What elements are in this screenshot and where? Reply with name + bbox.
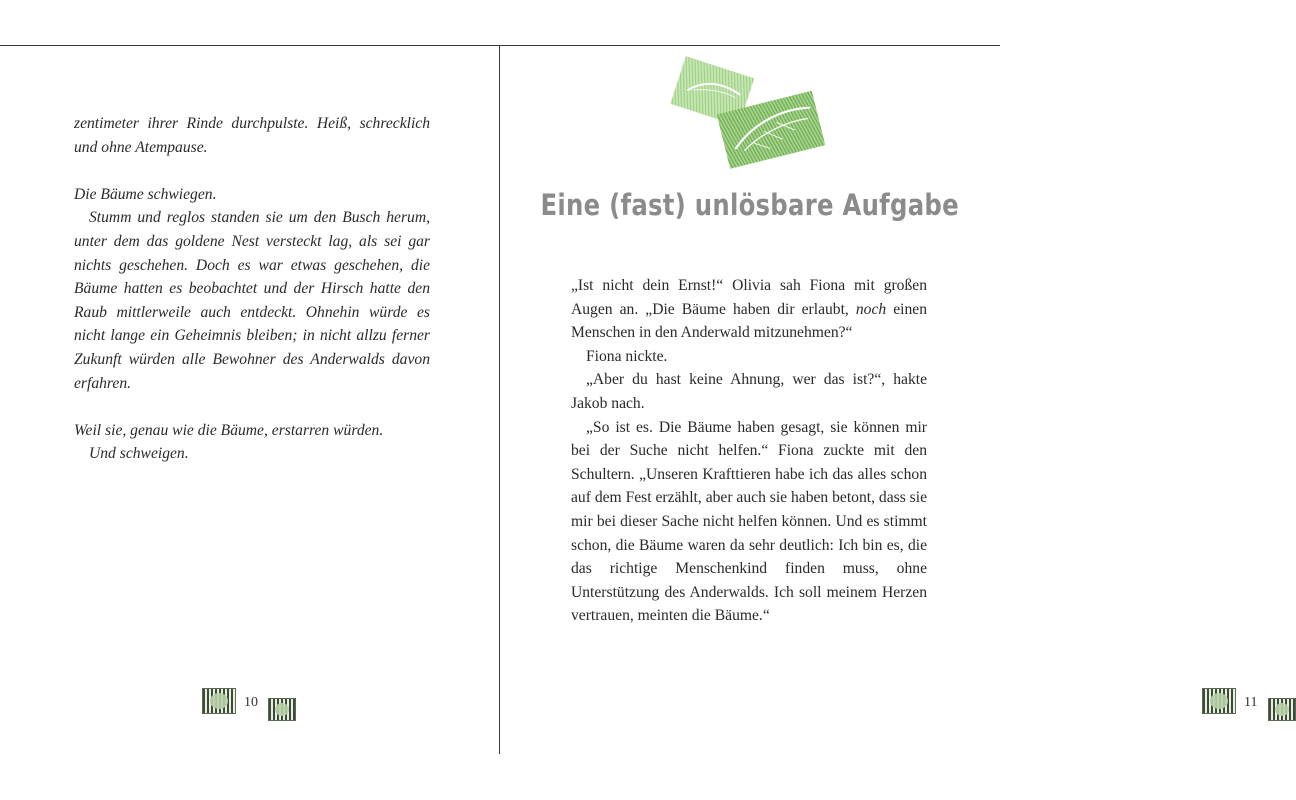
paragraph: Und schweigen. xyxy=(89,445,189,463)
left-page xyxy=(0,46,500,754)
paragraph xyxy=(571,274,927,345)
paragraph: Die Bäume schwiegen. xyxy=(74,185,217,203)
text-run: „Ist nicht dein Ernst!“ Olivia sah Fiona mit großen Augen an. „Die Bäume haben dir erlaubt, xyxy=(571,277,927,318)
leaf-stamp-icon xyxy=(268,698,296,721)
text-run: einen Menschen in den Anderwald mitzunehmen?“ xyxy=(571,300,927,342)
leaf-stamp-icon xyxy=(202,688,236,714)
paragraph: Weil sie, genau wie die Bäume, erstarren würden. xyxy=(74,421,384,439)
chapter-title: Eine (fast) unlösbare Aufgabe xyxy=(540,188,959,222)
emphasis: noch xyxy=(855,300,887,318)
book-spread xyxy=(0,45,1258,754)
paragraph: „Aber du hast keine Ahnung, wer das ist?“, hakte Jakob nach. xyxy=(571,371,927,412)
right-page-text xyxy=(571,274,927,628)
paragraph: Fiona nickte. xyxy=(586,347,668,365)
paragraph: Stumm und reglos standen sie um den Busch herum, unter dem das goldene Nest versteckt lag, als sei gar nichts geschehen. Doch es war etwas geschehen, die Bäume hatten es beobachtet und der Hirsch hatte den Raub mittlerweile auch entdeckt. Ohnehin würde es nicht lange ein Geheimnis bleiben; in nicht allzu ferner Zukunft würden alle Bewohner des Anderwalds davon erfahren. xyxy=(74,209,430,392)
leaf-stamp-icon xyxy=(1202,688,1236,714)
left-page-text xyxy=(74,112,430,466)
feather-stamp-illustration xyxy=(670,60,830,170)
paragraph: „So ist es. Die Bäume haben gesagt, sie können mir bei der Suche nicht helfen.“ Fiona zuckte mit den Schultern. „Unseren Krafttieren habe ich das alles schon auf dem Fest erzählt, aber auch sie haben betont, dass sie mir bei dieser Sache nicht helfen können. Und es stimmt schon, die Bäume waren da sehr deutlich: Ich bin es, die das richtige Menschenkind finden muss, ohne Unterstützung des Anderwalds. Ich soll meinem Herzen vertrauen, meinten die Bäume.“ xyxy=(571,418,927,625)
page-number: 11 xyxy=(1244,695,1258,710)
paragraph: zentimeter ihrer Rinde durchpulste. Heiß, schrecklich und ohne Atempause. xyxy=(74,115,430,156)
page-number: 10 xyxy=(244,695,258,710)
leaf-stamp-icon xyxy=(1268,698,1296,721)
right-page xyxy=(500,46,1258,754)
